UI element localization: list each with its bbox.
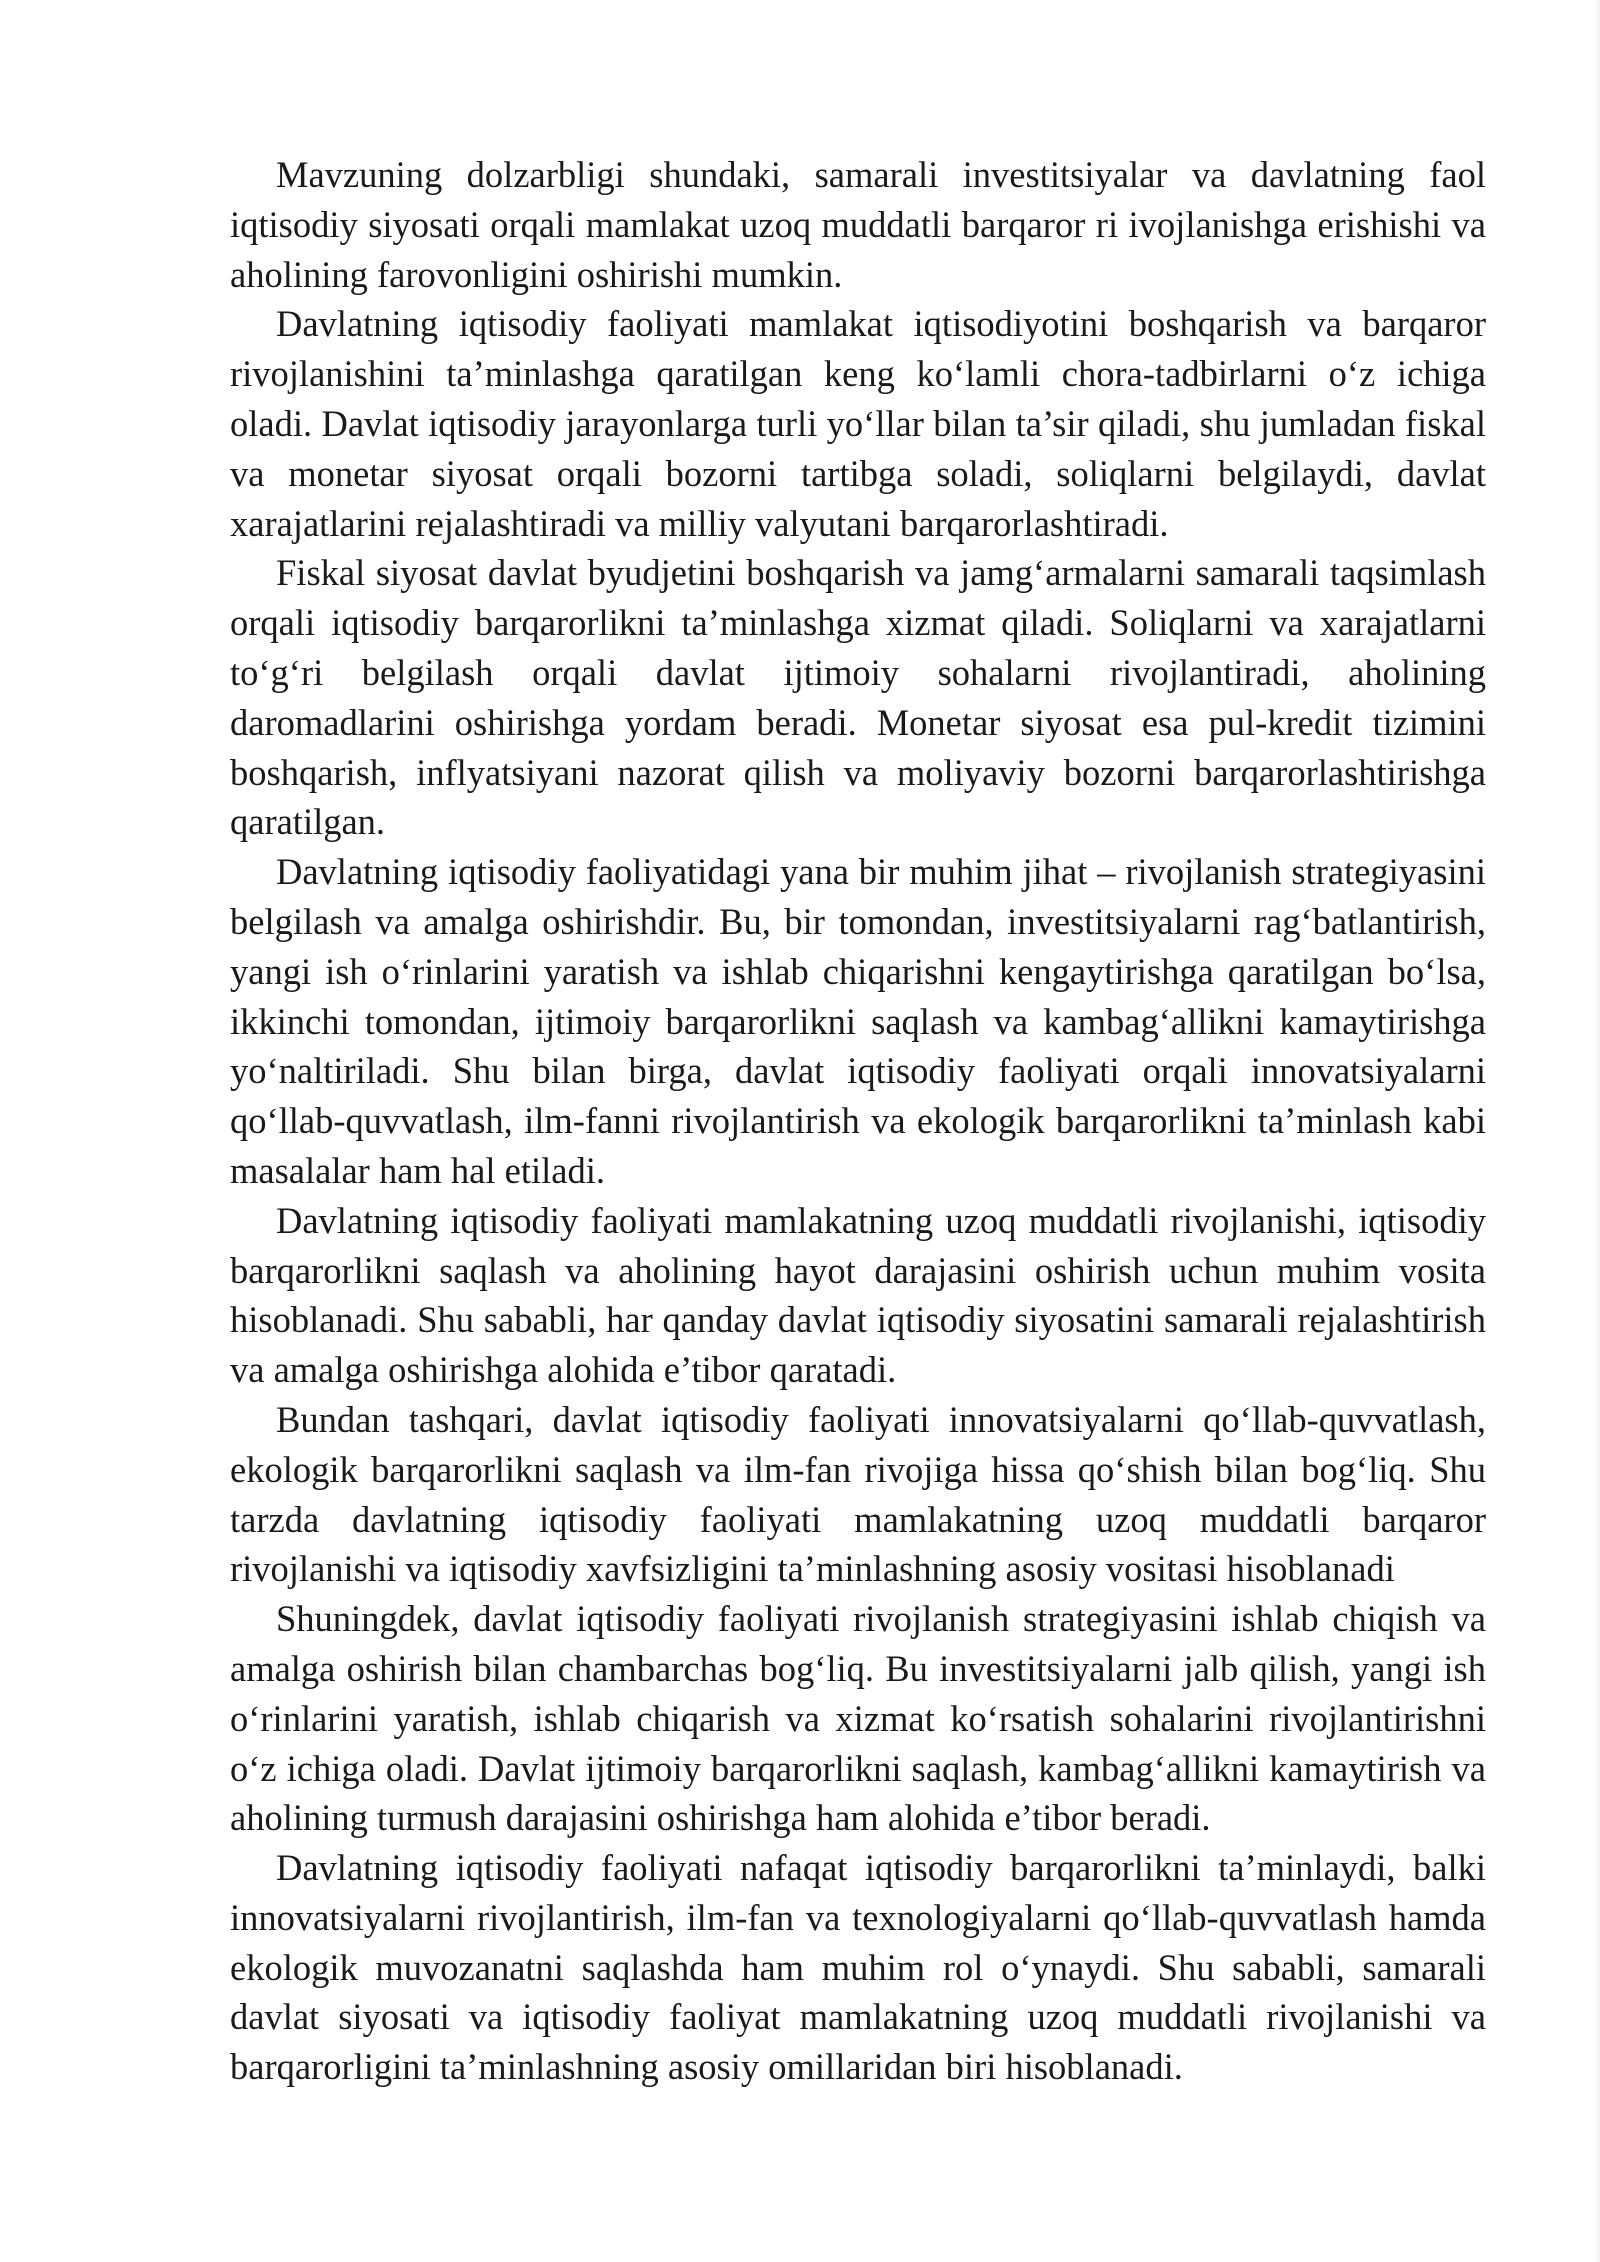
page-edge-shadow (1594, 0, 1600, 2262)
paragraph-7: Shuningdek, davlat iqtisodiy faoliyati rivojlanish strategiyasini ishlab chiqish va amalga oshirish bilan chambarchas bog‘liq. Bu investitsiyalarni jalb qilish, yangi ish o‘rinlarini yaratish, ishlab chiqarish va xizmat ko‘rsatish sohalarini rivojlantirishni o‘z ichiga oladi. Davlat ijtimoiy barqarorlikni saqlash, kambag‘allikni kamaytirish va aholining turmush darajasini oshirishga ham alohida e’tibor beradi. (230, 1598, 1486, 1839)
paragraph-8: Davlatning iqtisodiy faoliyati nafaqat iqtisodiy barqarorlikni ta’minlaydi, balki innovatsiyalarni rivojlantirish, ilm-fan va texnologiyalarni qo‘llab-quvvatlash hamda ekologik muvozanatni saqlashda ham muhim rol o‘ynaydi. Shu sababli, samarali davlat siyosati va iqtisodiy faoliyat mamlakatning uzoq muddatli rivojlanishi va barqarorligini ta’minlashning asosiy omillaridan biri hisoblanadi. (230, 1847, 1486, 2088)
paragraph-4: Davlatning iqtisodiy faoliyatidagi yana bir muhim jihat – rivojlanish strategiyasini belgilash va amalga oshirishdir. Bu, bir tomondan, investitsiyalarni rag‘batlantirish, yangi ish o‘rinlarini yaratish va ishlab chiqarishni kengaytirishga qaratilgan bo‘lsa, ikkinchi tomondan, ijtimoiy barqarorlikni saqlash va kambag‘allikni kamaytirishga yo‘naltiriladi. Shu bilan birga, davlat iqtisodiy faoliyati orqali innovatsiyalarni qo‘llab-quvvatlash, ilm-fanni rivojlantirish va ekologik barqarorlikni ta’minlash kabi masalalar ham hal etiladi. (230, 851, 1486, 1191)
paragraph-1: Mavzuning dolzarbligi shundaki, samarali investitsiyalar va davlatning faol iqtisodiy siyosati orqali mamlakat uzoq muddatli barqaror ri ivojlanishga erishishi va aholining farovonligini oshirishi mumkin. (230, 154, 1486, 295)
paragraph-6: Bundan tashqari, davlat iqtisodiy faoliyati innovatsiyalarni qo‘llab-quvvatlash, ekologik barqarorlikni saqlash va ilm-fan rivojiga hissa qo‘shish bilan bog‘liq. Shu tarzda davlatning iqtisodiy faoliyati mamlakatning uzoq muddatli barqaror rivojlanishi va iqtisodiy xavfsizligini ta’minlashning asosiy vositasi hisoblanadi (230, 1398, 1486, 1590)
paragraph-5: Davlatning iqtisodiy faoliyati mamlakatning uzoq muddatli rivojlanishi, iqtisodiy barqarorlikni saqlash va aholining hayot darajasini oshirish uchun muhim vosita hisoblanadi. Shu sababli, har qanday davlat iqtisodiy siyosatini samarali rejalashtirish va amalga oshirishga alohida e’tibor qaratadi. (230, 1199, 1486, 1391)
paragraph-2: Davlatning iqtisodiy faoliyati mamlakat iqtisodiyotini boshqarish va barqaror rivojlanishini ta’minlashga qaratilgan keng ko‘lamli chora-tadbirlarni o‘z ichiga oladi. Davlat iqtisodiy jarayonlarga turli yo‘llar bilan ta’sir qiladi, shu jumladan fiskal va monetar siyosat orqali bozorni tartibga soladi, soliqlarni belgilaydi, davlat xarajatlarini rejalashtiradi va milliy valyutani barqarorlashtiradi. (230, 303, 1486, 544)
document-body (230, 150, 1486, 2092)
paragraph-3: Fiskal siyosat davlat byudjetini boshqarish va jamg‘armalarni samarali taqsimlash orqali iqtisodiy barqarorlikni ta’minlashga xizmat qiladi. Soliqlarni va xarajatlarni to‘g‘ri belgilash orqali davlat ijtimoiy sohalarni rivojlantiradi, aholining daromadlarini oshirishga yordam beradi. Monetar siyosat esa pul-kredit tizimini boshqarish, inflyatsiyani nazorat qilish va moliyaviy bozorni barqarorlashtirishga qaratilgan. (230, 552, 1486, 843)
